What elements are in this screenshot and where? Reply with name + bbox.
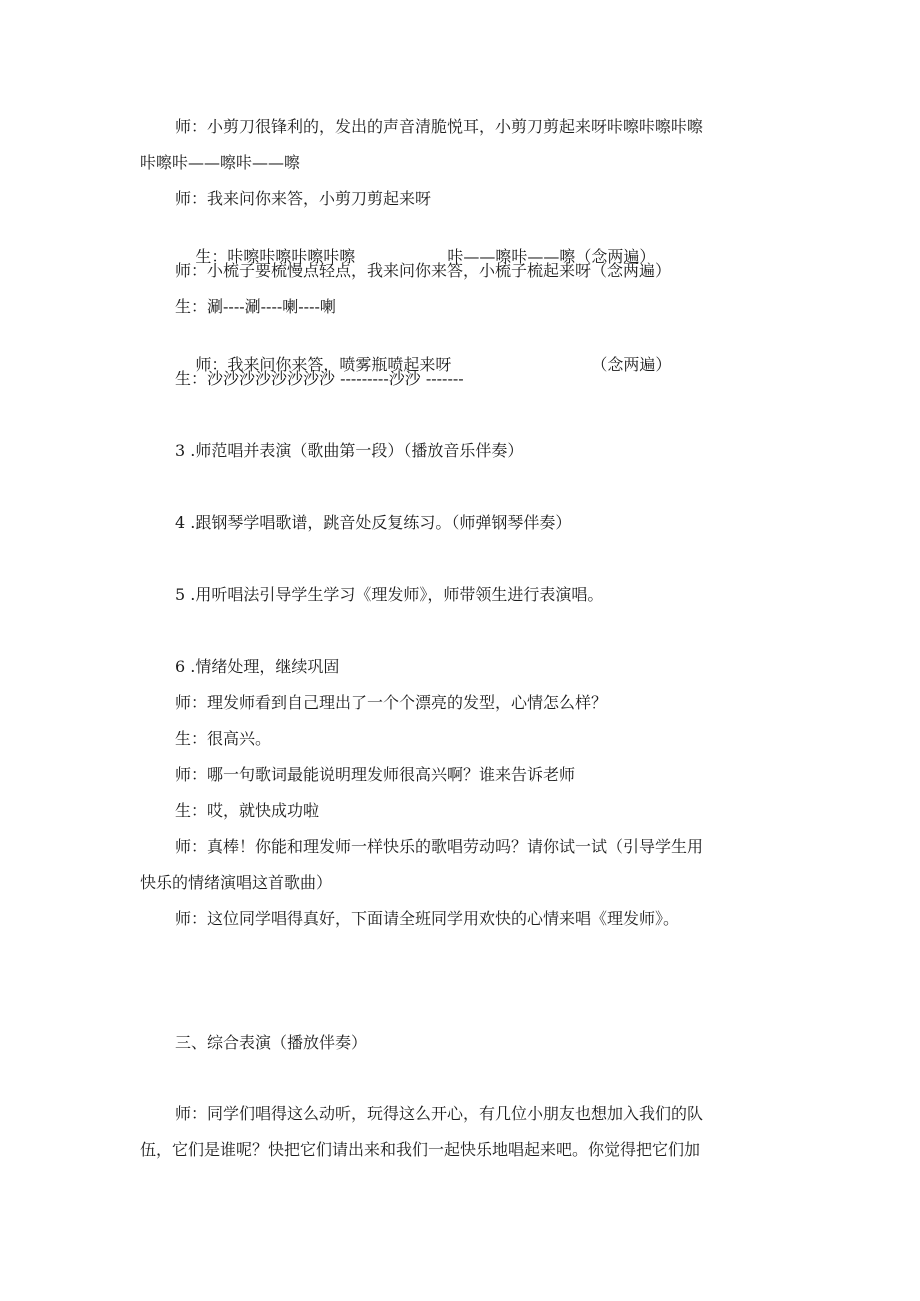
- dialogue-line: 师：这位同学唱得真好，下面请全班同学用欢快的心情来唱《理发师》。: [175, 909, 680, 928]
- step-heading: 5 .用听唱法引导学生学习《理发师》，师带领生进行表演唱。: [175, 585, 604, 604]
- dialogue-line: 师：真棒！你能和理发师一样快乐的歌唱劳动吗？请你试一试（引导学生用: [175, 837, 704, 856]
- dialogue-line: 生：很高兴。: [175, 729, 272, 748]
- dialogue-line: 师：哪一句歌词最能说明理发师很高兴啊？谁来告诉老师: [175, 765, 576, 784]
- dialogue-line: 师：我来问你来答，小剪刀剪起来呀: [175, 189, 432, 208]
- paragraph-line: 师：同学们唱得这么动听，玩得这么开心，有几位小朋友也想加入我们的队: [175, 1104, 704, 1123]
- dialogue-line: 师：理发师看到自己理出了一个个漂亮的发型，心情怎么样？: [175, 693, 608, 712]
- dialogue-part: 师：我来问你来答，喷雾瓶喷起来呀: [195, 355, 452, 374]
- dialogue-line: 生：涮----涮----喇----喇: [175, 297, 336, 316]
- dialogue-line: 生：沙沙沙沙沙沙沙沙 ---------沙沙 -------: [175, 369, 464, 388]
- step-heading: 3 .师范唱并表演（歌曲第一段）（播放音乐伴奏）: [175, 441, 524, 460]
- section-heading: 三、综合表演（播放伴奏）: [175, 1033, 368, 1052]
- dialogue-line: 师：小剪刀很锋利的，发出的声音清脆悦耳，小剪刀剪起来呀咔嚓咔嚓咔嚓: [175, 117, 704, 136]
- dialogue-part: 咔——嚓咔——嚓（念两遍）: [447, 247, 656, 266]
- dialogue-part: 生：咔嚓咔嚓咔嚓咔嚓: [195, 247, 356, 266]
- step-heading: 6 .情绪处理，继续巩固: [175, 657, 340, 676]
- dialogue-line: 师：小梳子要梳慢点轻点，我来问你来答，小梳子梳起来呀（念两遍）: [175, 261, 672, 280]
- step-heading: 4 .跟钢琴学唱歌谱，跳音处反复练习。（师弹钢琴伴奏）: [175, 513, 572, 532]
- dialogue-line: 咔嚓咔——嚓咔——嚓: [140, 153, 301, 172]
- dialogue-line: 生：哎，就快成功啦: [175, 801, 320, 820]
- paragraph-line: 伍，它们是谁呢？快把它们请出来和我们一起快乐地唱起来吧。你觉得把它们加: [140, 1140, 701, 1159]
- dialogue-part: （念两遍）: [591, 355, 672, 374]
- dialogue-line: 快乐的情绪演唱这首歌曲）: [140, 873, 333, 892]
